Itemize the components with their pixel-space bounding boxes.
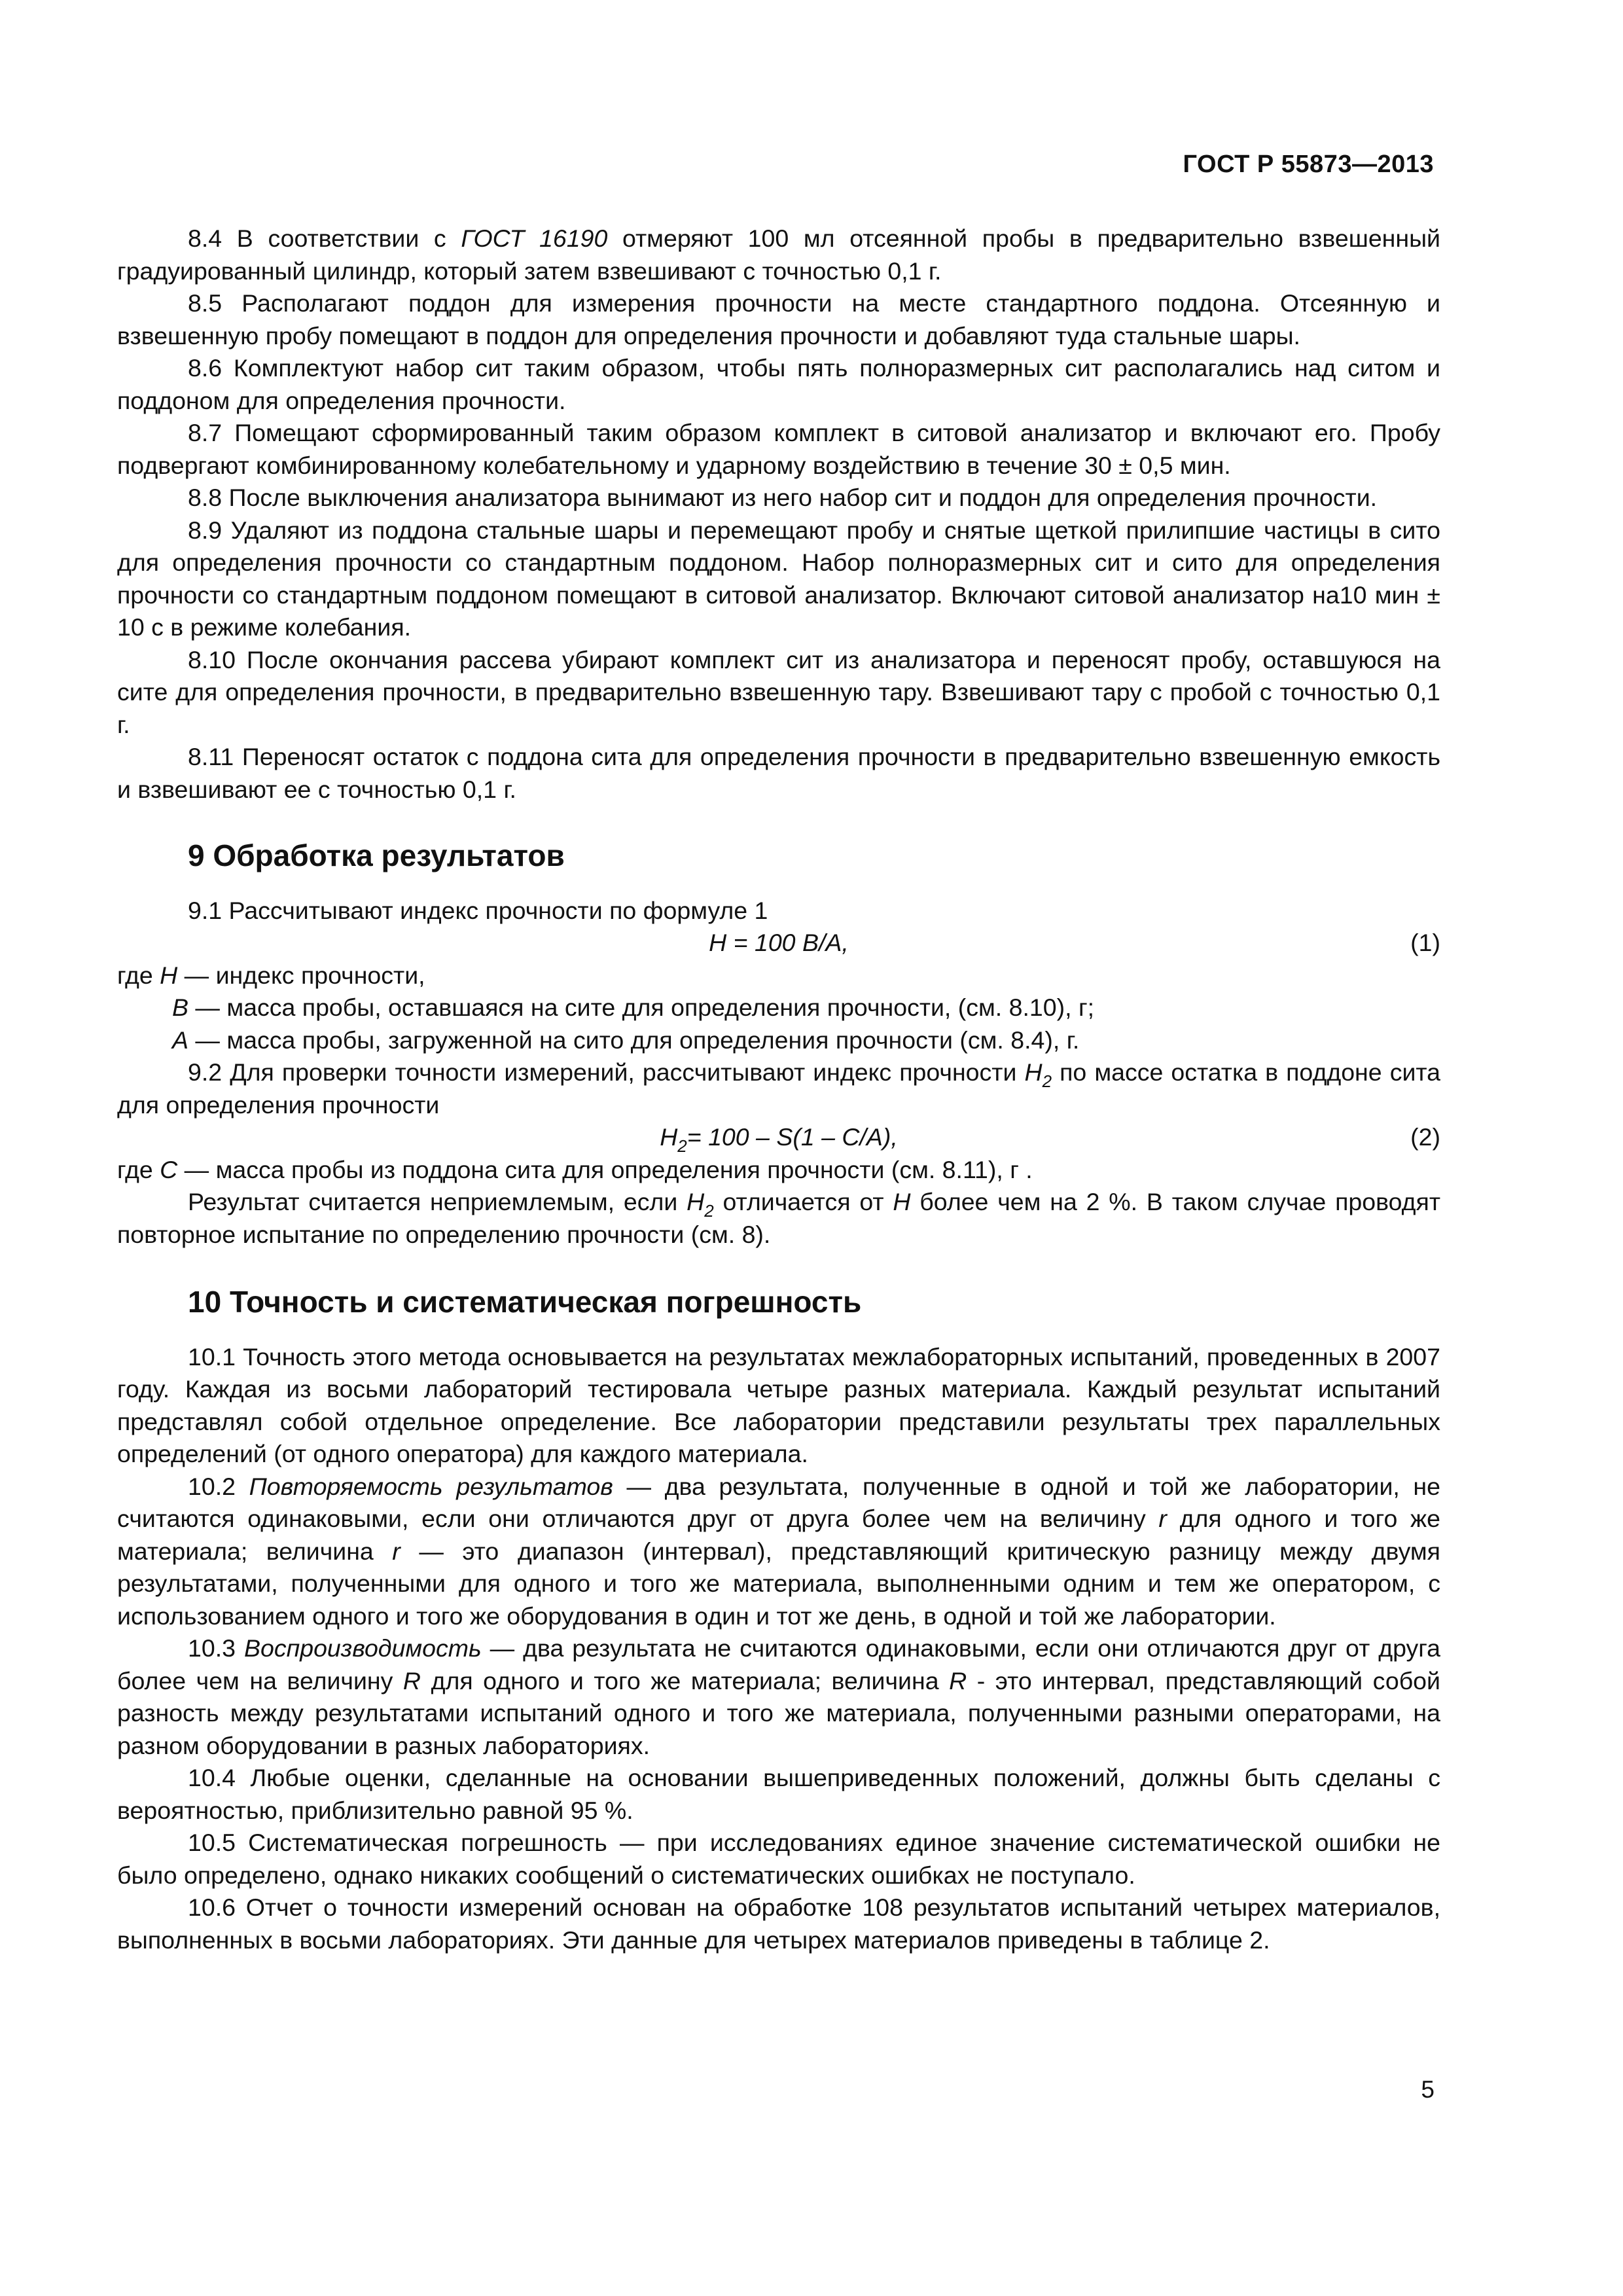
text-run: более чем на 2 %. В таком случае проводят повторное испытание по определению прочности (см. 8).: [117, 1188, 1440, 1248]
symbol: H: [893, 1188, 911, 1215]
text-run: 10.3: [188, 1634, 244, 1662]
document-body: [117, 223, 1440, 1956]
symbol: r: [392, 1537, 401, 1565]
text-run: 8.4 В соответствии с: [188, 224, 461, 252]
formula-1-number: (1): [1410, 929, 1440, 956]
paragraph-10-6: 10.6 Отчет о точности измерений основан на обработке 108 результатов испытаний четырех материалов, выполненных в восьми лабораториях. Эти данные для четырех материалов приведены в таблице 2.: [117, 1893, 1440, 1954]
page-number: 5: [1421, 2076, 1435, 2103]
section-9-heading: 9 Обработка результатов: [188, 838, 565, 872]
text-run: — масса пробы, оставшаяся на сите для определения прочности, (см. 8.10), г;: [188, 994, 1095, 1021]
symbol: r: [1158, 1505, 1167, 1532]
where-line-h: [117, 960, 1440, 992]
symbol: H: [687, 1188, 705, 1215]
subscript: 2: [1042, 1071, 1052, 1091]
text-run: — два результата не считаются одинаковыми, если они отличаются друг от друга более чем на величину: [117, 1634, 1440, 1695]
text-run: — масса пробы, загруженной на сито для определения прочности (см. 8.4), г.: [188, 1026, 1080, 1054]
where-line-a: [117, 1024, 1440, 1057]
paragraph-8-10: 8.10 После окончания рассева убирают комплект сит из анализатора и переносят пробу, оставшуюся на сите для определения прочности, в предварительно взвешенную тару. Взвешивают тару с пробой с точностью 0,1 г.: [117, 645, 1440, 738]
text-run: отличается от: [713, 1188, 893, 1215]
symbol: B: [172, 994, 189, 1021]
paragraph-8-8: 8.8 После выключения анализатора вынимают из него набор сит и поддон для определения прочности.: [188, 484, 1378, 511]
paragraph-8-4: [117, 223, 1440, 287]
text-run: по массе остатка в поддоне сита для определения прочности: [117, 1058, 1441, 1119]
subscript: 2: [704, 1201, 714, 1221]
text-run: для одного и того же материала; величина: [117, 1505, 1440, 1565]
term: Повторяемость результатов: [249, 1472, 613, 1500]
paragraph-10-1: 10.1 Точность этого метода основывается на результатах межлабораторных испытаний, проведенных в 2007 году. Каждая из восьми лабораторий тестировала четыре разных материала. Каждый результат испытаний представлял собой отдельное определение. Все лаборатории представили результаты трех параллельных определений (от одного оператора) для каждого материала.: [117, 1342, 1440, 1467]
formula-2: [117, 1121, 1440, 1154]
text-run: Результат считается неприемлемым, если: [188, 1188, 687, 1215]
text-run: — два результата, полученные в одной и той же лаборатории, не считаются одинаковыми, если они отличаются друг от друга более чем на величину: [117, 1472, 1440, 1532]
section-10-heading: 10 Точность и систематическая погрешность: [188, 1285, 862, 1319]
paragraph-9-1: 9.1 Рассчитывают индекс прочности по формуле 1: [188, 896, 768, 924]
formula-1-expression: H = 100 B/A,: [709, 929, 849, 956]
text-run: для одного и того же материала; величина: [421, 1666, 950, 1695]
paragraph-10-4: 10.4 Любые оценки, сделанные на основании вышеприведенных положений, должны быть сделаны с вероятностью, приблизительно равной 95 %.: [117, 1764, 1440, 1824]
symbol: R: [949, 1666, 967, 1695]
paragraph-result: [117, 1186, 1440, 1251]
symbol: A: [172, 1026, 189, 1054]
text-run: = 100 – S(1 – C/A),: [687, 1123, 898, 1151]
paragraph-10-5: 10.5 Систематическая погрешность — при исследованиях единое значение систематической ошибки не было определено, однако никаких сообщений о систематических ошибках не поступало.: [117, 1829, 1440, 1889]
text-run: отмеряют 100 мл отсеянной пробы в предварительно взвешенный градуированный цилиндр, который затем взвешивают с точностью 0,1 г.: [117, 224, 1440, 285]
text-run: 9.2 Для проверки точности измерений, рассчитывают индекс прочности: [188, 1058, 1025, 1086]
formula-2-expression: [117, 1121, 1440, 1154]
symbol: H: [1024, 1058, 1043, 1086]
symbol: H: [160, 961, 178, 989]
subscript: 2: [677, 1136, 687, 1156]
where-line-c: [117, 1154, 1440, 1187]
paragraph-8-5: 8.5 Располагают поддон для измерения прочности на месте стандартного поддона. Отсеянную и взвешенную пробу помещают в поддон для определения прочности и добавляют туда стальные шары.: [117, 289, 1440, 350]
symbol: H: [660, 1123, 678, 1151]
text-run: где: [117, 961, 160, 989]
formula-1: [117, 927, 1440, 960]
standard-reference: ГОСТ 16190: [461, 224, 608, 252]
standard-code: ГОСТ Р 55873—2013: [1183, 151, 1434, 178]
text-run: — это диапазон (интервал), представляющий критическую разницу между двумя результатами, полученными для одного и того же материала, выполненными одним и тем же оператором, с использованием одного и того же оборудования в один и тот же день, в одной и той же лаборатории.: [117, 1537, 1440, 1630]
text-run: 10.2: [188, 1472, 249, 1500]
formula-2-number: (2): [1410, 1123, 1440, 1151]
paragraph-9-2: [117, 1056, 1440, 1121]
symbol: R: [402, 1666, 421, 1695]
paragraph-10-2: [117, 1471, 1440, 1633]
paragraph-10-3: [117, 1632, 1440, 1762]
symbol: C: [160, 1155, 178, 1183]
where-line-b: [117, 992, 1440, 1024]
text-run: - это интервал, представляющий собой разность между результатами испытаний одного и того же материала, полученными разными операторами, на разном оборудовании в разных лабораториях.: [117, 1666, 1440, 1759]
text-run: — индекс прочности,: [177, 961, 425, 989]
paragraph-8-11: 8.11 Переносят остаток с поддона сита для определения прочности в предварительно взвешенную емкость и взвешивают ее с точностью 0,1 г.: [117, 743, 1440, 803]
term: Воспроизводимость: [243, 1634, 482, 1662]
text-run: — масса пробы из поддона сита для определения прочности (см. 8.11), г .: [177, 1155, 1033, 1183]
paragraph-8-7: 8.7 Помещают сформированный таким образом комплект в ситовой анализатор и включают его. Пробу подвергают комбинированному колебательному и ударному воздействию в течение 30 ± 0,5 мин.: [117, 419, 1440, 479]
paragraph-8-9: 8.9 Удаляют из поддона стальные шары и перемещают пробу и снятые щеткой прилипшие частицы в сито для определения прочности со стандартным поддоном. Набор полноразмерных сит и сито для определения прочности со стандартным поддоном помещают в ситовой анализатор. Включают ситовой анализатор на10 мин ± 10 с в режиме колебания.: [117, 516, 1440, 641]
paragraph-8-6: 8.6 Комплектуют набор сит таким образом, чтобы пять полноразмерных сит располагались над ситом и поддоном для определения прочности.: [117, 354, 1440, 414]
text-run: где: [117, 1155, 160, 1183]
